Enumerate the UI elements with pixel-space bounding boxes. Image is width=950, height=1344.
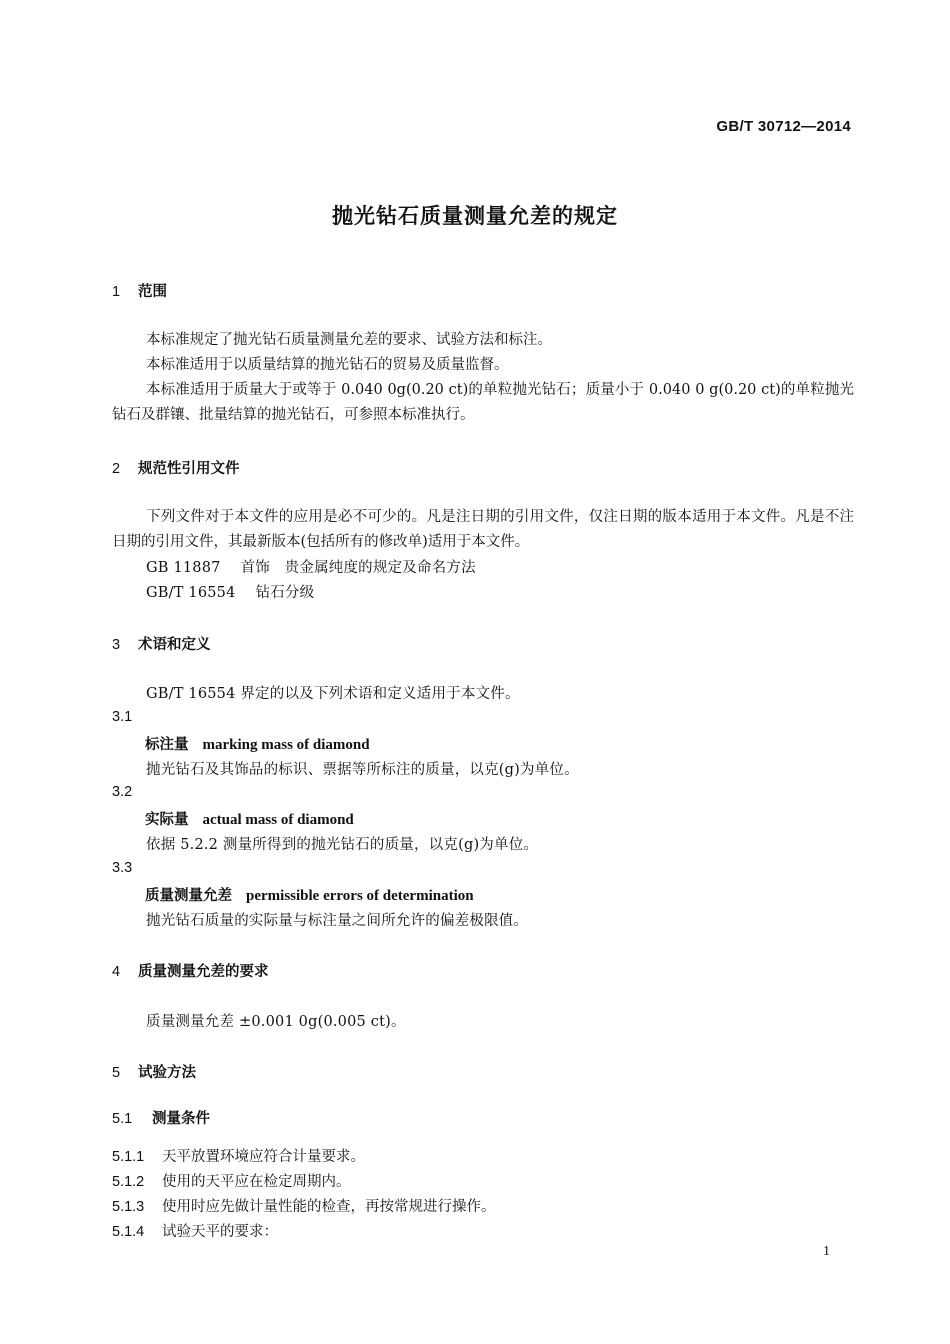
s1-paragraph-1: 本标准规定了抛光钻石质量测量允差的要求、试验方法和标注。 xyxy=(146,332,552,348)
section-4-heading xyxy=(112,960,269,981)
term-definition: 抛光钻石质量的实际量与标注量之间所允许的偏差极限值。 xyxy=(146,913,529,929)
clause-text: 天平放置环境应符合计量要求。 xyxy=(162,1149,365,1165)
section-title: 质量测量允差的要求 xyxy=(138,964,269,980)
section-number: 1 xyxy=(112,284,121,300)
clause-number: 5.1.3 xyxy=(112,1199,145,1215)
standard-code: GB/T 30712—2014 xyxy=(716,118,851,135)
term-definition: 依据 5.2.2 测量所得到的抛光钻石的质量，以克(g)为单位。 xyxy=(146,837,539,853)
s4-paragraph-1: 质量测量允差 ±0.001 0g(0.005 ct)。 xyxy=(146,1014,406,1030)
section-title: 试验方法 xyxy=(138,1065,196,1081)
term-definition: 抛光钻石及其饰品的标识、票据等所标注的质量，以克(g)为单位。 xyxy=(146,762,579,778)
section-number: 4 xyxy=(112,964,121,980)
clause-number: 5.1.4 xyxy=(112,1224,145,1240)
page-number: 1 xyxy=(823,1244,830,1259)
subsection-5-1-heading xyxy=(112,1107,210,1128)
section-3-heading xyxy=(112,633,211,654)
section-1-heading xyxy=(112,280,167,301)
reference-title: 钻石分级 xyxy=(255,585,315,601)
reference-code: GB/T 16554 xyxy=(146,585,236,601)
normative-reference-2 xyxy=(146,581,314,602)
term-zh: 实际量 xyxy=(145,812,189,828)
section-number: 3 xyxy=(112,637,121,653)
section-number: 5 xyxy=(112,1065,121,1081)
term-zh: 标注量 xyxy=(145,737,189,753)
clause-item xyxy=(112,1195,496,1216)
s2-paragraph-1: 下列文件对于本文件的应用是必不可少的。凡是注日期的引用文件，仅注日期的版本适用于本文件。凡是不注日期的引用文件，其最新版本(包括所有的修改单)适用于本文件。 xyxy=(112,509,854,550)
term-zh: 质量测量允差 xyxy=(145,888,232,904)
section-title: 范围 xyxy=(138,284,167,300)
clause-number: 5.1.2 xyxy=(112,1174,145,1190)
term-en: actual mass of diamond xyxy=(202,812,354,828)
term-number: 3.1 xyxy=(112,709,133,725)
clause-item xyxy=(112,1220,278,1241)
subsection-title: 测量条件 xyxy=(152,1111,210,1127)
section-title: 术语和定义 xyxy=(138,637,211,653)
term-entry xyxy=(145,808,354,829)
reference-title: 首饰 贵金属纯度的规定及命名方法 xyxy=(240,560,476,576)
term-number: 3.3 xyxy=(112,860,133,876)
term-en: permissible errors of determination xyxy=(246,888,474,904)
clause-item xyxy=(112,1145,365,1166)
s1-paragraph-2: 本标准适用于以质量结算的抛光钻石的贸易及质量监督。 xyxy=(146,357,509,373)
document-title: 抛光钻石质量测量允差的规定 xyxy=(332,204,618,228)
section-number: 2 xyxy=(112,461,121,477)
section-title: 规范性引用文件 xyxy=(138,461,240,477)
reference-code: GB 11887 xyxy=(146,560,221,576)
term-en: marking mass of diamond xyxy=(202,737,370,753)
section-5-heading xyxy=(112,1061,196,1082)
clause-item xyxy=(112,1170,351,1191)
term-entry xyxy=(145,733,370,754)
clause-text: 使用的天平应在检定周期内。 xyxy=(162,1174,351,1190)
subsection-number: 5.1 xyxy=(112,1111,133,1127)
s1-paragraph-3: 本标准适用于质量大于或等于 0.040 0g(0.20 ct)的单粒抛光钻石；质量小于 0.040 0 g(0.20 ct)的单粒抛光钻石及群镶、批量结算的抛光钻石，可参照本标准执行。 xyxy=(112,382,854,423)
term-entry xyxy=(145,884,474,905)
clause-text: 使用时应先做计量性能的检查，再按常规进行操作。 xyxy=(162,1199,496,1215)
normative-reference-1 xyxy=(146,556,476,577)
term-number: 3.2 xyxy=(112,784,133,800)
clause-text: 试验天平的要求： xyxy=(162,1224,278,1240)
clause-number: 5.1.1 xyxy=(112,1149,145,1165)
s3-intro: GB/T 16554 界定的以及下列术语和定义适用于本文件。 xyxy=(146,686,520,702)
section-2-heading xyxy=(112,457,240,478)
